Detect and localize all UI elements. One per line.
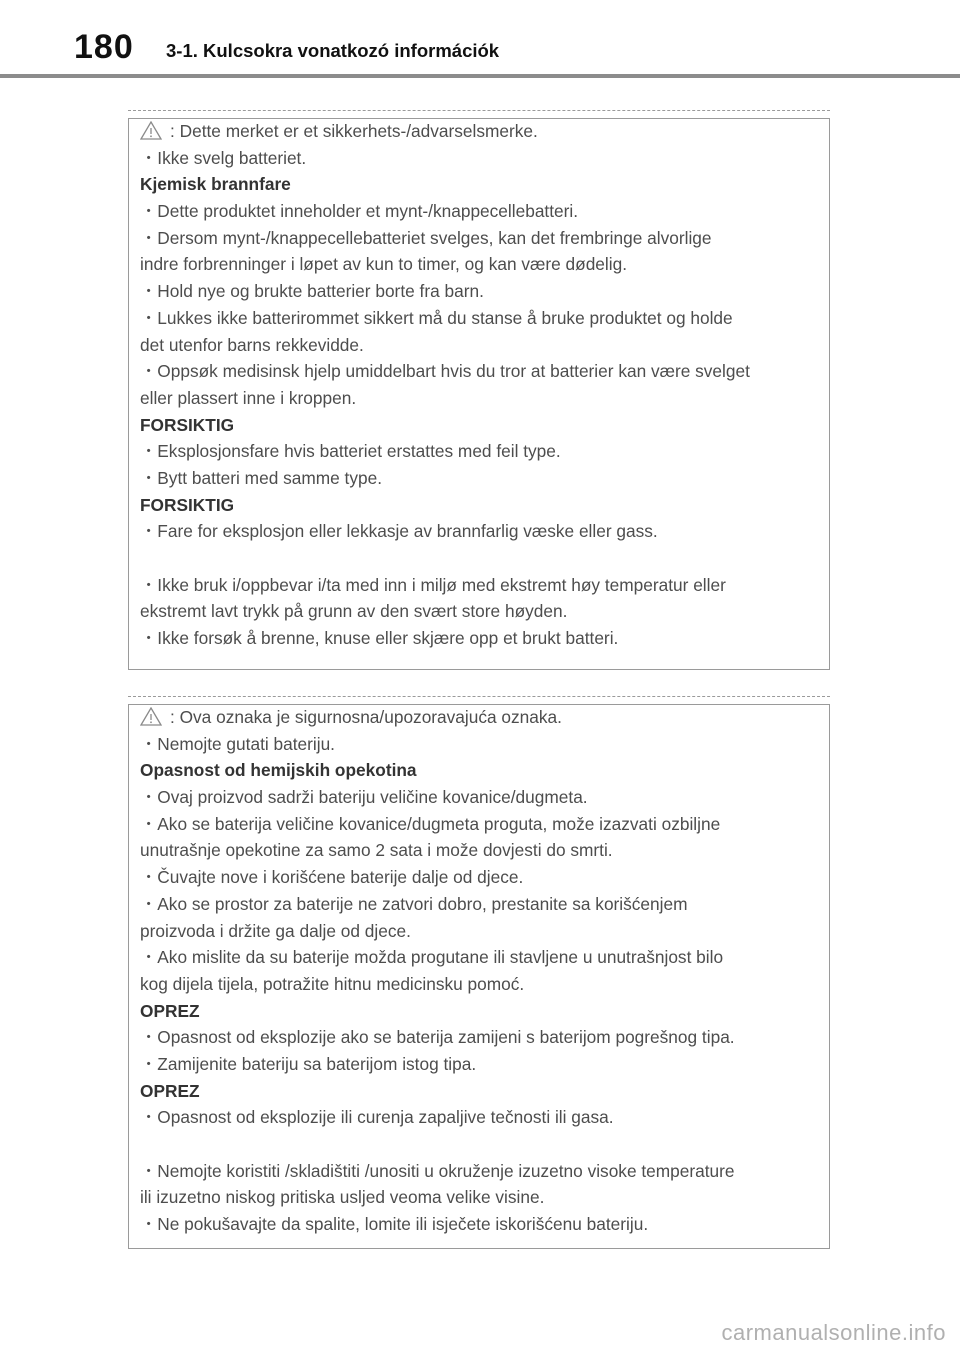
text-line: kog dijela tijela, potražite hitnu medicinsku pomoć. [140,973,525,994]
text-line: ・Ovaj proizvod sadrži bateriju veličine kovanice/dugmeta. [140,787,588,808]
text-line: ・Ako mislite da su baterije možda progutane ili stavljene u unutrašnjost bilo [140,947,724,968]
text-line: ・Hold nye og brukte batterier borte fra barn. [140,281,484,302]
heading-line: OPREZ [140,1080,200,1101]
page-header [0,0,960,80]
text-line: ・Opasnost od eksplozije ako se baterija zamijeni s baterijom pogrešnog tipa. [140,1027,735,1048]
text-line: unutrašnje opekotine za samo 2 sata i može dovjesti do smrti. [140,840,613,861]
heading-line: Opasnost od hemijskih opekotina [140,760,417,781]
text-line: ・Nemojte koristiti /skladištiti /unositi u okruženje izuzetno visoke temperature [140,1160,735,1181]
text-line: ・Ikke forsøk å brenne, knuse eller skjære opp et brukt batteri. [140,628,619,649]
text-line: ・Dersom mynt-/knappecellebatteriet svelges, kan det frembringe alvorlige [140,227,712,248]
text-line: ・Ne pokušavajte da spalite, lomite ili isječete iskorišćenu bateriju. [140,1214,649,1235]
heading-line: FORSIKTIG [140,414,235,435]
text-line: ・Ikke bruk i/oppbevar i/ta med inn i miljø med ekstremt høy temperatur eller [140,574,726,595]
text-line: indre forbrenninger i løpet av kun to timer, og kan være dødelig. [140,254,628,275]
heading-line: OPREZ [140,1000,200,1021]
text-line: ・Čuvajte nove i korišćene baterije dalje od djece. [140,867,524,888]
text-line: ・Eksplosjonsfare hvis batteriet erstattes med feil type. [140,441,561,462]
text-line: : Ova oznaka je sigurnosna/upozoravajuća oznaka. [140,704,824,731]
warning-triangle-icon [140,121,162,148]
warning-triangle-icon [140,707,162,734]
heading-line: Kjemisk brannfare [140,174,291,195]
page-number: 180 [74,28,134,66]
text-line: ・Nemojte gutati bateriju. [140,733,335,754]
text-line: : Dette merket er et sikkerhets-/advarselsmerke. [140,118,824,145]
text-line: ekstremt lavt trykk på grunn av den svært store høyden. [140,601,568,622]
text-line: eller plassert inne i kroppen. [140,387,357,408]
text-line: ili izuzetno niskog pritiska usljed veoma velike visine. [140,1187,545,1208]
text-line: ・Ikke svelg batteriet. [140,147,307,168]
text-line: ・Zamijenite bateriju sa baterijom istog tipa. [140,1053,477,1074]
text-line: ・Oppsøk medisinsk hjelp umiddelbart hvis du tror at batterier kan være svelget [140,361,750,382]
dashed-top-border [128,696,830,697]
warning-box-norwegian [128,110,830,670]
text-line: ・Dette produktet inneholder et mynt-/knappecellebatteri. [140,201,579,222]
text-line: det utenfor barns rekkevidde. [140,334,364,355]
text-line: ・Ako se prostor za baterije ne zatvori dobro, prestanite sa korišćenjem [140,893,688,914]
text-line: ・Lukkes ikke batterirommet sikkert må du stanse å bruke produktet og holde [140,307,733,328]
heading-line: FORSIKTIG [140,494,235,515]
warning-text-norwegian [140,118,824,652]
dashed-top-border [128,110,830,111]
text-line: ・Ako se baterija veličine kovanice/dugmeta proguta, može izazvati ozbiljne [140,813,721,834]
header-divider [0,74,960,78]
section-title: 3-1. Kulcsokra vonatkozó információk [166,40,500,61]
text-line: ・Opasnost od eksplozije ili curenja zapaljive tečnosti ili gasa. [140,1107,614,1128]
watermark: carmanualsonline.info [721,1320,946,1345]
text-line: ・Bytt batteri med samme type. [140,467,383,488]
text-line: ・Fare for eksplosjon eller lekkasje av brannfarlig væske eller gass. [140,521,658,542]
warning-text-croatian [140,704,824,1238]
text-line: proizvoda i držite ga dalje od djece. [140,920,411,941]
warning-box-croatian [128,696,830,1249]
